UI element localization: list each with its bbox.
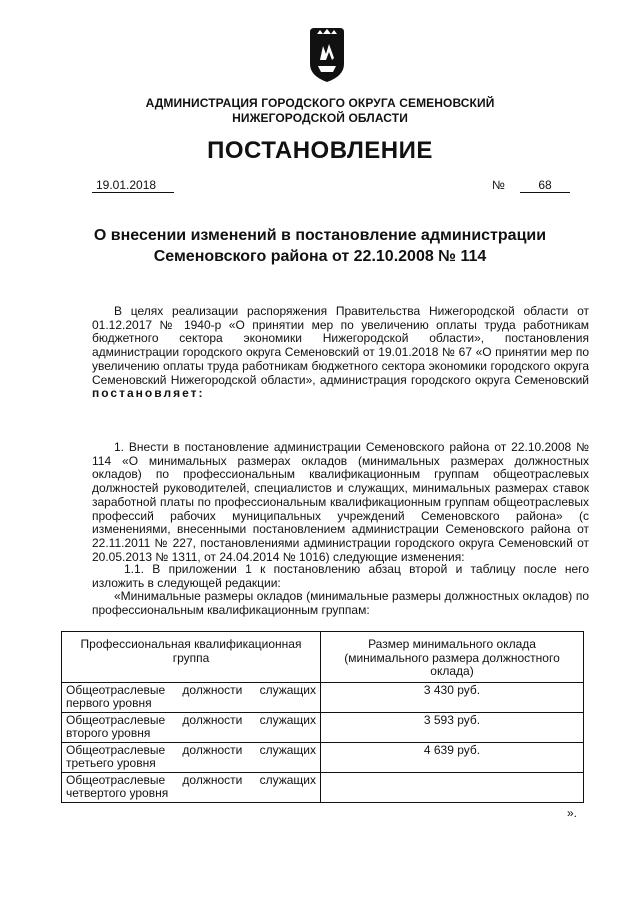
document-title-line2: Семеновского района от 22.10.2008 № 114 bbox=[153, 248, 487, 265]
paragraph-preamble bbox=[92, 305, 589, 401]
document-date: 19.01.2018 bbox=[92, 178, 174, 193]
resolves-keyword: постановляет: bbox=[92, 386, 205, 401]
paragraph-table-intro: «Минимальные размеры окладов (минимальные размеры должностных окладов) по профессиональным квалификационным группам: bbox=[92, 589, 589, 617]
table-cell-group: Общеотраслевые должности служащих четвертого уровня bbox=[62, 772, 321, 802]
table-cell-group: Общеотраслевые должности служащих второго уровня bbox=[62, 712, 321, 742]
table-cell-amount bbox=[321, 772, 584, 802]
table-header-group: Профессиональная квалификационная группа bbox=[62, 632, 321, 683]
document-number: 68 bbox=[520, 178, 570, 193]
table-cell-amount: 4 639 руб. bbox=[321, 742, 584, 772]
table-cell-amount: 3 430 руб. bbox=[321, 682, 584, 712]
table-cell-amount: 3 593 руб. bbox=[321, 712, 584, 742]
number-sign: № bbox=[492, 178, 505, 192]
paragraph-item-1: 1. Внести в постановление администрации Семеновского района от 22.10.2008 № 114 «О минимальных размерах окладов (минимальных размерах должностных окладов) по профессиональным квалификационным группам общеотраслевых должностей руководителей, специалистов и служащих, минимальных размерах ставок заработной платы по профессиональным квалификационным группам общеотраслевых профессий рабочих муниципальных учреждений Семеновского района» (с изменениями, внесенными постановлением администрации Семеновского района от 22.11.2011 № 227, постановлениями администрации городского округа Семеновский от 20.05.2013 № 1311, от 24.04.2014 № 1016) следующие изменения: bbox=[92, 440, 589, 564]
table-row bbox=[62, 772, 584, 802]
table-header-amount: Размер минимального оклада (минимального размера должностного оклада) bbox=[321, 632, 584, 683]
coat-of-arms-icon bbox=[307, 24, 347, 84]
table-row bbox=[62, 682, 584, 712]
document-title-line1: О внесении изменений в постановление администрации bbox=[93, 227, 547, 244]
table-cell-group: Общеотраслевые должности служащих первого уровня bbox=[62, 682, 321, 712]
table-cell-group: Общеотраслевые должности служащих третьего уровня bbox=[62, 742, 321, 772]
table-header-row bbox=[62, 632, 584, 683]
salary-table bbox=[61, 631, 584, 803]
organization-name-line2: НИЖЕГОРОДСКОЙ ОБЛАСТИ bbox=[232, 111, 408, 125]
closing-quote: ». bbox=[567, 806, 578, 820]
paragraph-item-1-1: 1.1. В приложении 1 к постановлению абзац второй и таблицу после него изложить в следующей редакции: bbox=[92, 562, 589, 590]
table-row bbox=[62, 742, 584, 772]
table-row bbox=[62, 712, 584, 742]
document-type: ПОСТАНОВЛЕНИЕ bbox=[207, 137, 433, 164]
organization-name-line1: АДМИНИСТРАЦИЯ ГОРОДСКОГО ОКРУГА СЕМЕНОВСКИЙ bbox=[145, 96, 495, 110]
preamble-text: В целях реализации распоряжения Правительства Нижегородской области от 01.12.2017 № 1940-р «О принятии мер по увеличению оплаты труда работникам бюджетного сектора экономики Нижегородской области», постановления администрации городского округа Семеновский от 19.01.2018 № 67 «О принятии мер по увеличению оплаты труда работникам бюджетного сектора экономики городского округа Семеновский Нижегородской области», администрация городского округа Семеновский bbox=[92, 304, 589, 387]
